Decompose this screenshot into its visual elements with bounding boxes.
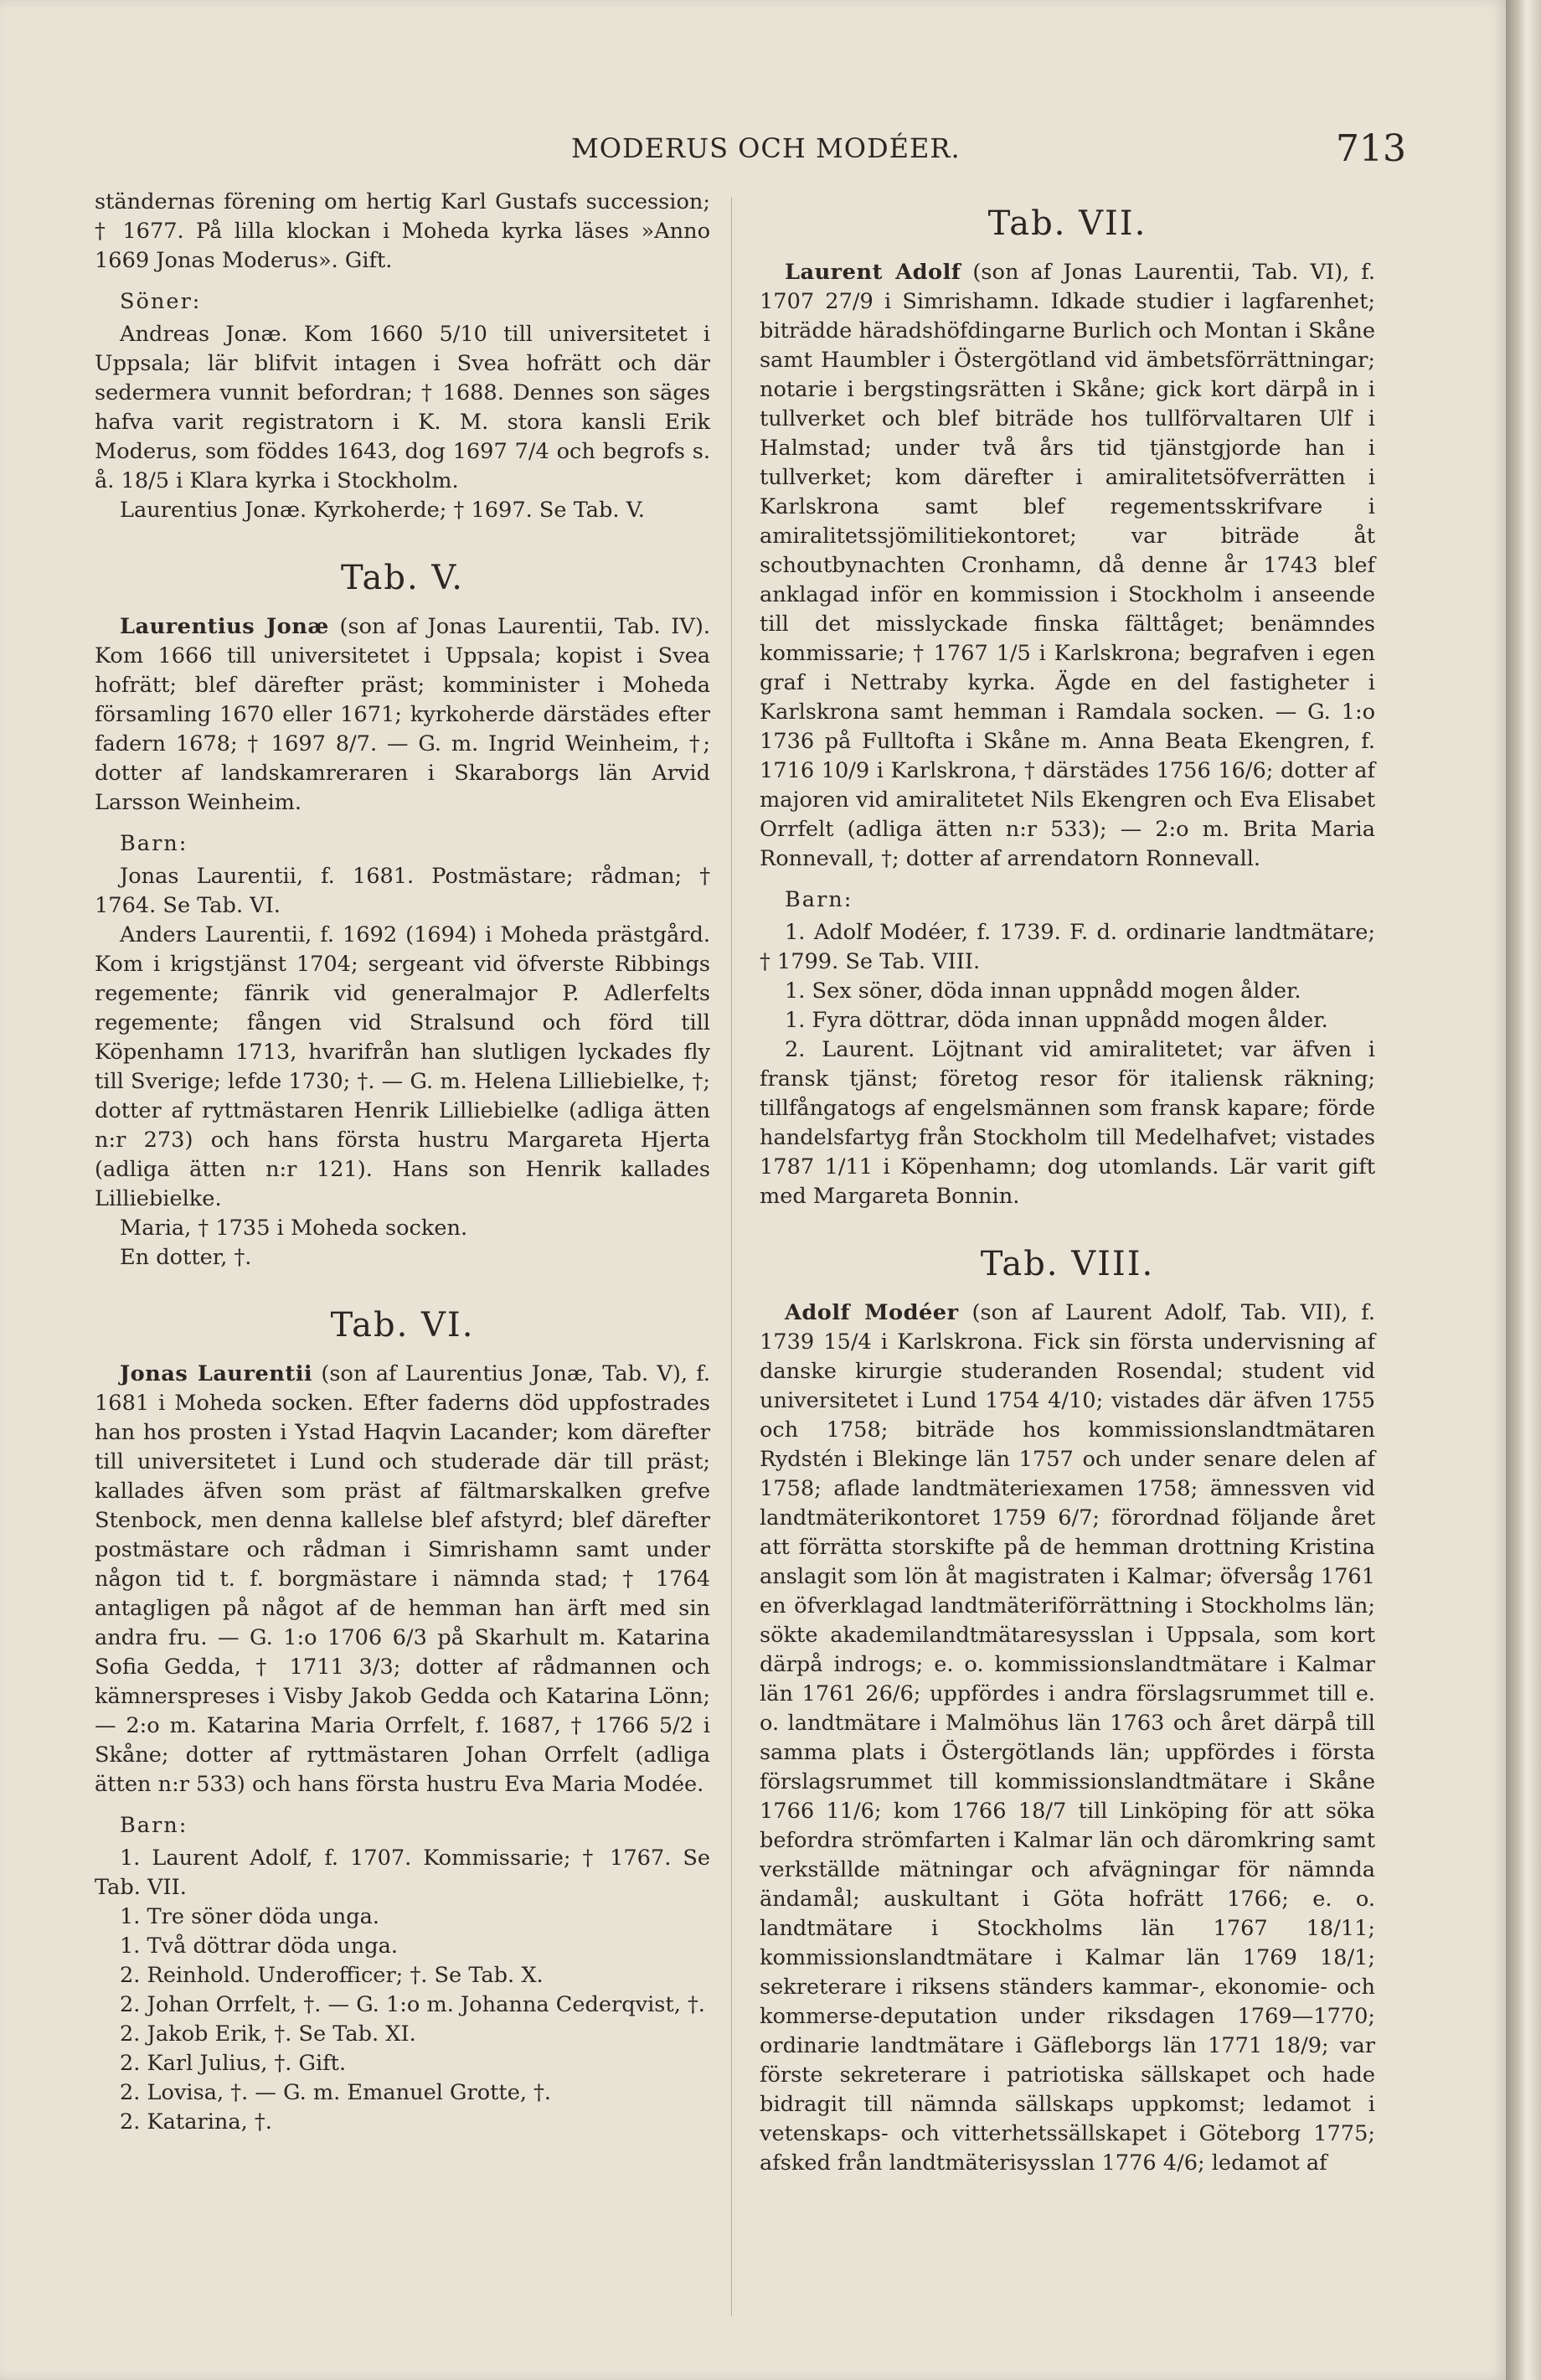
running-title: MODERUS OCH MODÉER. (571, 132, 961, 164)
person-name: Laurent Adolf (785, 260, 961, 285)
entry-dotter: En dotter, †. (120, 1245, 252, 1270)
paragraph-tab-v (95, 612, 710, 818)
heading-tab-vii: Tab. VII. (987, 204, 1147, 243)
entry-maria: Maria, † 1735 i Moheda socken. (120, 1216, 468, 1241)
label-barn: Barn: (120, 1813, 188, 1838)
running-head (0, 127, 1506, 174)
person-name: Jonas Laurentii (120, 1361, 313, 1386)
person-name: Adolf Modéer (785, 1300, 959, 1325)
label-barn: Barn: (785, 887, 853, 912)
child-entry: 2. Reinhold. Underofficer; †. Se Tab. X. (120, 1963, 544, 1988)
column-divider (731, 197, 732, 2316)
label-barn: Barn: (120, 831, 188, 856)
child-entry: 2. Johan Orrfelt, †. — G. 1:o m. Johanna Cederqvist, †. (120, 1992, 705, 2017)
child-entry: 1. Laurent Adolf, f. 1707. Kommissarie; † 1767. Se Tab. VII. (95, 1846, 710, 1900)
child-entry: 1. Sex söner, döda innan uppnådd mogen ålder. (785, 978, 1301, 1004)
child-entry: 1. Fyra döttrar, döda innan uppnådd mogen ålder. (785, 1008, 1328, 1033)
child-entry: 1. Två döttrar döda unga. (120, 1933, 399, 1959)
child-entry: 1. Tre söner döda unga. (120, 1904, 379, 1929)
left-column (95, 188, 710, 2332)
heading-tab-viii: Tab. VIII. (980, 1245, 1155, 1283)
entry-jonas: Jonas Laurentii, f. 1681. Postmästare; rådman; † 1764. Se Tab. VI. (95, 864, 710, 918)
paragraph-intro: ständernas förening om hertig Karl Gustafs succession; † 1677. På lilla klockan i Moheda kyrka läses »Anno 1669 Jonas Moderus». Gift. (95, 189, 710, 273)
label-soner: Söner: (120, 289, 202, 314)
paragraph-text: (son af Jonas Laurentii, Tab. VI), f. 1707 27/9 i Simrishamn. Idkade studier i lagfarenhet; biträdde häradshöfdingarne Burlich och Montan i Skåne samt Haumbler i Östergötland vid ämbetsförrättningar; notarie i bergstingsrätten i Skåne; gick kort därpå in i tullverket och blef biträde hos tullförvaltaren Ulf i Halmstad; under två års tid tjänstgjorde han i tullverket; kom därefter i amiralitetsöfverrätten i Karlskrona samt blef regementsskrifvare i amiralitetssjömilitiekontoret; var biträde åt schoutbynachten Cronhamn, då denne år 1743 blef anklagad inför en kommission i Stockholm i anseende till det misslyckade finska fälttåget; benämndes kommissarie; † 1767 1/5 i Karlskrona; begrafven i egen graf i Nettraby kyrka. Ägde en del fastigheter i Karlskrona samt hemman i Ramdala socken. — G. 1:o 1736 på Fulltofta i Skåne m. Anna Beata Ekengren, f. 1716 10/9 i Karlskrona, † därstädes 1756 16/6; dotter af majoren vid amiralitetet Nils Ekengren och Eva Elisabet Orrfelt (adliga ätten n:r 533); — 2:o m. Brita Maria Ronnevall, †; dotter af arrendatorn Ronnevall. (760, 260, 1375, 871)
child-entry: 2. Lovisa, †. — G. m. Emanuel Grotte, †. (120, 2080, 552, 2105)
page-number: 713 (1336, 127, 1406, 170)
paragraph-tab-vii (760, 258, 1375, 874)
entry-laurentius: Laurentius Jonæ. Kyrkoherde; † 1697. Se Tab. V. (120, 498, 645, 523)
entry-andreas: Andreas Jonæ. Kom 1660 5/10 till universitetet i Uppsala; lär blifvit intagen i Svea hofrätt och där sedermera vunnit befordran; † 1688. Dennes son säges hafva varit registratorn i K. M. stora kansli Erik Moderus, som föddes 1643, dog 1697 7/4 och begrofs s. å. 18/5 i Klara kyrka i Stockholm. (95, 322, 710, 493)
paragraph-tab-vi (95, 1360, 710, 1799)
child-entry: 1. Adolf Modéer, f. 1739. F. d. ordinarie landtmätare; † 1799. Se Tab. VIII. (760, 920, 1375, 974)
paragraph-tab-viii (760, 1298, 1375, 2178)
right-column (760, 188, 1375, 2332)
paragraph-text: (son af Jonas Laurentii, Tab. IV). Kom 1666 till universitetet i Uppsala; kopist i Svea hofrätt; blef därefter präst; komminister i Moheda församling 1670 eller 1671; kyrkoherde därstädes efter fadern 1678; † 1697 8/7. — G. m. Ingrid Weinheim, †; dotter af landskamreraren i Skaraborgs län Arvid Larsson Weinheim. (95, 614, 711, 815)
entry-anders: Anders Laurentii, f. 1692 (1694) i Moheda prästgård. Kom i krigstjänst 1704; sergeant vid öfverste Ribbings regemente; fänrik vid generalmajor P. Adlerfelts regemente; fången vid Stralsund och förd till Köpenhamn 1713, hvarifrån han slutligen lyckades fly till Sverige; lefde 1730; †. — G. m. Helena Lilliebielke, †; dotter af ryttmästaren Henrik Lilliebielke (adliga ätten n:r 273) och hans första hustru Margareta Hjerta (adliga ätten n:r 121). Hans son Henrik kallades Lilliebielke. (95, 922, 710, 1211)
child-entry: 2. Jakob Erik, †. Se Tab. XI. (120, 2021, 416, 2047)
child-entry: 2. Karl Julius, †. Gift. (120, 2051, 347, 2076)
child-entry: 2. Katarina, †. (120, 2109, 272, 2135)
paragraph-text: (son af Laurent Adolf, Tab. VII), f. 1739 15/4 i Karlskrona. Fick sin första undervisning af danske kirurgie studeranden Rosendal; student vid universitetet i Lund 1754 4/10; vistades där äfven 1755 och 1758; biträde hos kommissionslandtmätaren Rydstén i Blekinge län 1757 och under senare delen af 1758; aflade landtmäteriexamen 1758; ämnessven vid landtmäterikontoret 1759 6/7; förordnad följande året att förrätta storskifte på de hemman drottning Kristina anslagit som lön åt magistraten i Kalmar; öfversåg 1761 en öfverklagad landtmäteriförrättning i Stockholms län; sökte akademilandtmätaresysslan i Uppsala, som kort därpå indrogs; e. o. kommissionslandtmätare i Kalmar län 1761 26/6; uppfördes i andra förslagsrummet till e. o. landtmätare i Malmöhus län 1763 och året därpå till samma plats i Östergötlands län; uppfördes i första förslagsrummet till kommissionslandtmätare i Skåne 1766 11/6; kom 1766 18/7 till Linköping för att söka befordra strömfarten i Kalmar län och däromkring samt verkställde mätningar och afvägningar för nämnda ändamål; auskultant i Göta hofrätt 1766; e. o. landtmätare i Stockholms län 1767 18/11; kommissionslandtmätare i Kalmar län 1769 18/1; sekreterare i riksens ständers kammar-, ekonomie- och kommerse-deputation under riksdagen 1769—1770; ordinarie landtmätare i Gäfleborgs län 1771 18/9; var förste sekreterare i patriotiska sällskapet och hade bidragit till nämnda sällskaps uppkomst; ledamot i vetenskaps- och vitterhetssällskapet i Göteborg 1775; afsked från landtmäterisysslan 1776 4/6; ledamot af (760, 1300, 1375, 2176)
child-entry: 2. Laurent. Löjtnant vid amiralitetet; var äfven i fransk tjänst; företog resor för italiensk räkning; tillfångatogs af engelsmännen som fransk kapare; förde handelsfartyg från Stockholm till Medelhafvet; vistades 1787 1/11 i Köpenhamn; dog utomlands. Lär varit gift med Margareta Bonnin. (760, 1037, 1375, 1209)
heading-tab-vi: Tab. VI. (330, 1306, 475, 1345)
book-spine (1506, 0, 1541, 2380)
heading-tab-v: Tab. V. (340, 559, 465, 597)
person-name: Laurentius Jonæ (120, 614, 329, 639)
paragraph-text: (son af Laurentius Jonæ, Tab. V), f. 1681 i Moheda socken. Efter faderns död uppfostrades han hos prosten i Ystad Haqvin Lacander; kom därefter till universitetet i Lund och studerade där till präst; kallades äfven som präst af fältmarskalken grefve Stenbock, men denna kallelse blef afstyrd; blef därefter postmästare och rådman i Simrishamn samt under någon tid t. f. borgmästare i nämnda stad; † 1764 antagligen på något af de hemman han ärft med sin andra fru. — G. 1:o 1706 6/3 på Skarhult m. Katarina Sofia Gedda, † 1711 3/3; dotter af rådmannen och kämnerspreses i Visby Jakob Gedda och Katarina Lönn; — 2:o m. Katarina Maria Orrfelt, f. 1687, † 1766 5/2 i Skåne; dotter af ryttmästaren Johan Orrfelt (adliga ätten n:r 533) och hans första hustru Eva Maria Modée. (95, 1361, 710, 1797)
